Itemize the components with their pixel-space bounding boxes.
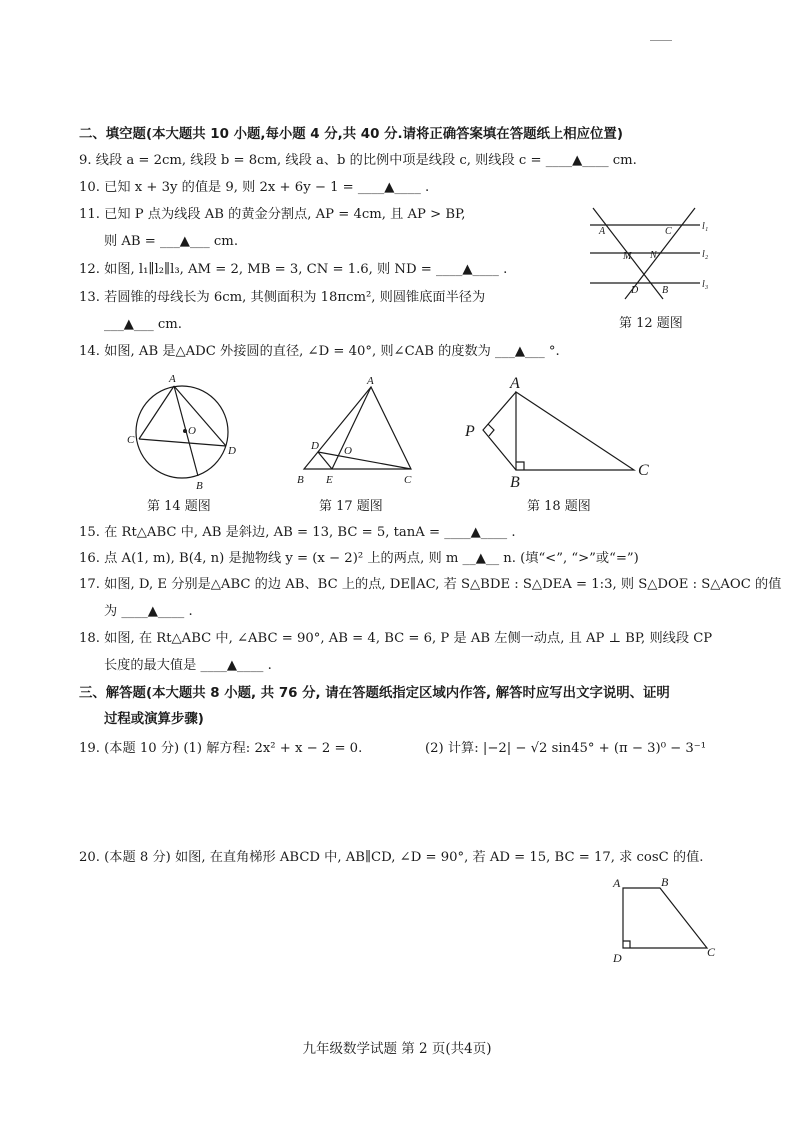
label-d: D (631, 285, 639, 296)
right-angle-d (623, 941, 630, 948)
question-20: 20. (本题 8 分) 如图, 在直角梯形 ABCD 中, AB∥CD, ∠D = 90°, 若 AD = 15, BC = 17, 求 cosC 的值. (79, 850, 704, 865)
question-11-line2: 则 AB = ___▲___ cm. (104, 234, 239, 249)
question-19-part2: (2) 计算: |−2| − √2 sin45° + (π − 3)⁰ − 3⁻¹ (425, 741, 707, 756)
section-3-heading-line1: 三、解答题(本大题共 8 小题, 共 76 分, 请在答题纸指定区域内作答, 解答时应写出文字说明、证明 (79, 686, 670, 701)
question-11-line1: 11. 已知 P 点为线段 AB 的黄金分割点, AP = 4cm, 且 AP > BP, (79, 207, 466, 222)
label-d: D (311, 440, 319, 452)
label-m: M (623, 251, 632, 262)
question-13-line2: ___▲___ cm. (104, 317, 182, 332)
question-12: 12. 如图, l₁∥l₂∥l₃, AM = 2, MB = 3, CN = 1.6, 则 ND = ____▲____ . (79, 262, 508, 277)
label-b: B (196, 480, 203, 492)
label-l2: l₂ (702, 249, 709, 260)
label-a: A (613, 876, 621, 890)
label-c: C (127, 434, 135, 446)
segment-cd (139, 439, 226, 446)
label-a: A (599, 226, 606, 237)
question-19-part1: 19. (本题 10 分) (1) 解方程: 2x² + x − 2 = 0. (79, 741, 363, 756)
section-3-heading-line2: 过程或演算步骤) (104, 712, 204, 727)
label-c: C (665, 226, 672, 237)
scan-mark (650, 40, 672, 41)
label-l3: l₃ (702, 279, 709, 290)
segments-ap-bp (483, 392, 516, 470)
label-b: B (297, 474, 304, 486)
question-15: 15. 在 Rt△ABC 中, AB 是斜边, AB = 13, BC = 5, tanA = ____▲____ . (79, 525, 516, 540)
label-a: A (367, 375, 374, 387)
caption-fig14: 第 14 题图 (147, 499, 211, 514)
label-c: C (707, 945, 716, 959)
center-o (183, 429, 187, 433)
question-14: 14. 如图, AB 是△ADC 外接圆的直径, ∠D = 40°, 则∠CAB 的度数为 ___▲___ °. (79, 344, 560, 359)
right-triangle-abc (516, 392, 634, 470)
figure-18 (460, 372, 660, 490)
label-b: B (661, 875, 669, 889)
label-c: C (404, 474, 412, 486)
question-18-line2: 长度的最大值是 ____▲____ . (104, 658, 272, 673)
caption-fig12: 第 12 题图 (619, 316, 683, 331)
question-10: 10. 已知 x + 3y 的值是 9, 则 2x + 6y − 1 = ____▲____ . (79, 180, 430, 195)
figure-12 (585, 203, 715, 303)
label-e: E (326, 474, 333, 486)
label-a: A (510, 375, 520, 392)
question-18-line1: 18. 如图, 在 Rt△ABC 中, ∠ABC = 90°, AB = 4, BC = 6, P 是 AB 左侧一动点, 且 AP ⊥ BP, 则线段 CP (79, 631, 713, 646)
trapezoid-abcd (623, 888, 707, 948)
label-d: D (613, 951, 622, 965)
segment-dc (318, 452, 411, 469)
question-9: 9. 线段 a = 2cm, 线段 b = 8cm, 线段 a、b 的比例中项是线段 c, 则线段 c = ____▲____ cm. (79, 153, 637, 168)
label-d: D (228, 445, 236, 457)
label-o: O (188, 425, 196, 437)
label-c: C (638, 462, 649, 479)
caption-fig18: 第 18 题图 (527, 499, 591, 514)
label-o: O (344, 445, 352, 457)
figure-14 (120, 372, 245, 492)
figure-17 (294, 372, 424, 490)
question-17-line2: 为 ____▲____ . (104, 604, 193, 619)
right-angle-b (516, 462, 524, 470)
page-footer: 九年级数学试题 第 2 页(共4页) (302, 1041, 492, 1057)
figure-20 (605, 872, 720, 967)
triangle-abc (304, 387, 411, 469)
label-b: B (662, 285, 669, 296)
question-13-line1: 13. 若圆锥的母线长为 6cm, 其侧面积为 18πcm², 则圆锥底面半径为 (79, 290, 486, 305)
section-2-heading: 二、填空题(本大题共 10 小题,每小题 4 分,共 40 分.请将正确答案填在答题纸上相应位置) (79, 127, 623, 142)
question-17-line1: 17. 如图, D, E 分别是△ABC 的边 AB、BC 上的点, DE∥AC, 若 S△BDE : S△DEA = 1:3, 则 S△DOE : S△AOC 的值 (79, 577, 782, 592)
label-a: A (169, 373, 176, 385)
label-p: P (465, 423, 475, 440)
label-n: N (650, 250, 657, 261)
label-l1: l₁ (702, 221, 709, 232)
label-b: B (510, 474, 520, 490)
question-16: 16. 点 A(1, m), B(4, n) 是抛物线 y = (x − 2)² 上的两点, 则 m __▲__ n. (填“<”, “>”或“=”) (79, 551, 639, 566)
right-angle-p (488, 424, 494, 436)
caption-fig17: 第 17 题图 (319, 499, 383, 514)
